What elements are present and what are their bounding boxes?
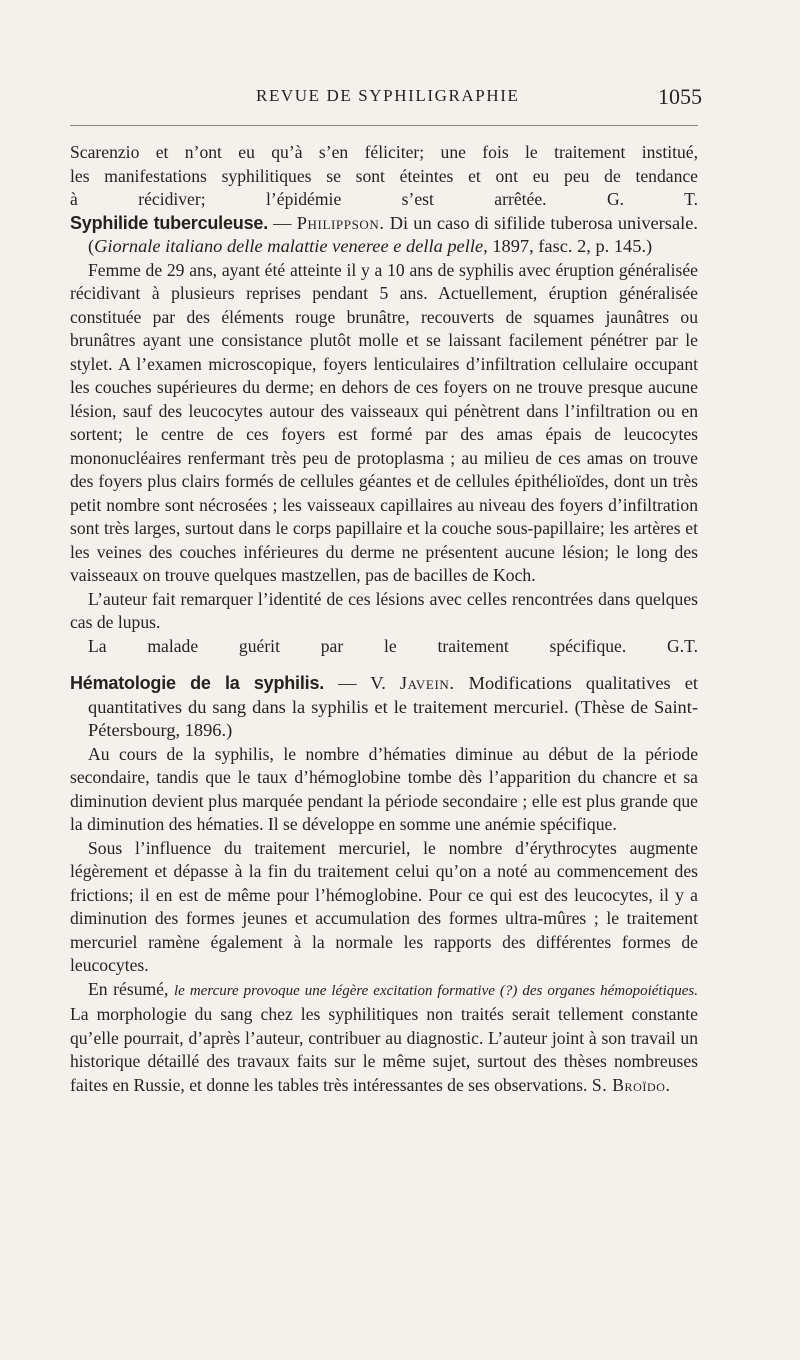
em-dash: — (324, 673, 371, 693)
review-paragraph: L’auteur fait remarquer l’identité de ces lésions avec celles rencontrées dans quelques cas de lupus. (70, 588, 698, 632)
review-heading (70, 672, 698, 743)
summary-emphasis: le mercure provoque une légère excitation formative (?) des organes hémopoiétiques. (174, 982, 699, 999)
review-paragraph: Sous l’influence du traitement mercuriel, le nombre d’érythrocytes augmente légèrement et dépasse à la fin du traitement celui qu’on a noté au commencement des frictions; il en est de même pour l’hémoglobine. Pour ce qui est des leucocytes, il y a diminution des formes jeunes et accumulation des formes ultra-mûres ; le traitement mercuriel ramène également à la normale les rapports des différentes formes de leucocytes. (70, 837, 698, 975)
review-topic: Hématologie de la syphilis. (70, 673, 325, 693)
page-number: 1055 (658, 84, 702, 109)
summary-lead: En résumé, (88, 978, 175, 999)
summary-text: La morphologie du sang chez les syphilitiques non traités serait tellement constante qu’elle pourrait, d’après l’auteur, contribuer au diagnostic. L’auteur joint à son travail un historique détaillé des travaux faits sur le même sujet, surtout des thèses nombreuses faites en Russie, et donne les tables très intéressantes de ses observations. (70, 1004, 698, 1095)
carryover-paragraph (70, 141, 698, 212)
review-signature: S. Broïdo. (591, 1074, 671, 1095)
review-paragraph-summary (70, 978, 698, 1098)
review-paragraph: Femme de 29 ans, ayant été atteinte il y a 10 ans de syphilis avec éruption généralisée récidivant à plusieurs reprises pendant 5 ans. Actuellement, éruption généralisée constituée par des éléments rouge brunâtre, recouverts de squames jaunâtres ou brunâtres ayant une consistance plutôt molle et se laissant facilement pénétrer par le stylet. A l’examen microscopique, foyers lenticulaires d’infiltration cellulaire occupant les couches supérieures du derme; en dehors de ces foyers on ne trouve presque aucune lésion, sauf des leucocytes autour des vaisseaux qui pénètrent dans l’infiltration ou en sortent; le centre de ces foyers est formé par des amas épais de leucocytes mononucléaires renfermant très peu de protoplasma ; au milieu de ces amas on trouve des foyers plus clairs formés de cellules géantes et de cellules épithélioïdes, dont un très petit nombre sont nécrosées ; les vaisseaux capillaires au niveau des foyers d’infiltration sont très larges, surtout dans le corps papillaire et la couche sous-papillaire; les artères et les veines des couches inférieures du derme ne présentent aucune lésion; le long des vaisseaux on trouve quelques mastzellen, pas de bacilles de Koch. (70, 259, 698, 585)
header-rule (70, 125, 698, 126)
em-dash: — (268, 212, 297, 233)
review-paragraph-signed (70, 635, 698, 659)
review-signature: G. T. (606, 189, 698, 209)
review-topic: Syphilide tuberculeuse. (70, 212, 269, 233)
citation: 1897, fasc. 2, p. 145.) (487, 236, 653, 256)
review-signature: G.T. (667, 635, 698, 656)
carryover-line: les manifestations syphilitiques se sont éteintes et ont eu peu de tendance (70, 165, 698, 186)
running-title: REVUE DE SYPHILIGRAPHIE (256, 86, 520, 105)
carryover-line: à récidiver; l’épidémie s’est arrêtée. (70, 189, 547, 209)
page-body (70, 141, 698, 1097)
carryover-signature-line (70, 188, 698, 212)
review-title: Modifications qualitatives et quantitatives du sang dans la syphilis et le traitement mercuriel. (Thèse de Saint-Pétersbourg, 1896.) (88, 673, 699, 740)
review-paragraph: Au cours de la syphilis, le nombre d’hématies diminue au début de la période secondaire, tandis que le taux d’hémoglobine tombe dès l’apparition du chancre et sa diminution devient plus marquée pendant la période secondaire ; elle est plus grande que la diminution des hématies. Il se développe en somme une anémie spécifique. (70, 743, 698, 834)
journal-title: Giornale italiano delle malattie veneree e della pelle, (94, 236, 488, 256)
review-author: Javein. (399, 673, 455, 693)
running-head (0, 84, 800, 114)
review-title: Di un caso di sifilide tuberosa universale. ( (88, 212, 699, 256)
review-heading (70, 212, 698, 259)
review-author: Philippson. (296, 212, 385, 233)
review-paragraph: La malade guérit par le traitement spécifique. (88, 635, 627, 656)
carryover-line: Scarenzio et n’ont eu qu’à s’en féliciter; une fois le traitement institué, (70, 142, 698, 162)
author-initial: V. (370, 673, 400, 693)
